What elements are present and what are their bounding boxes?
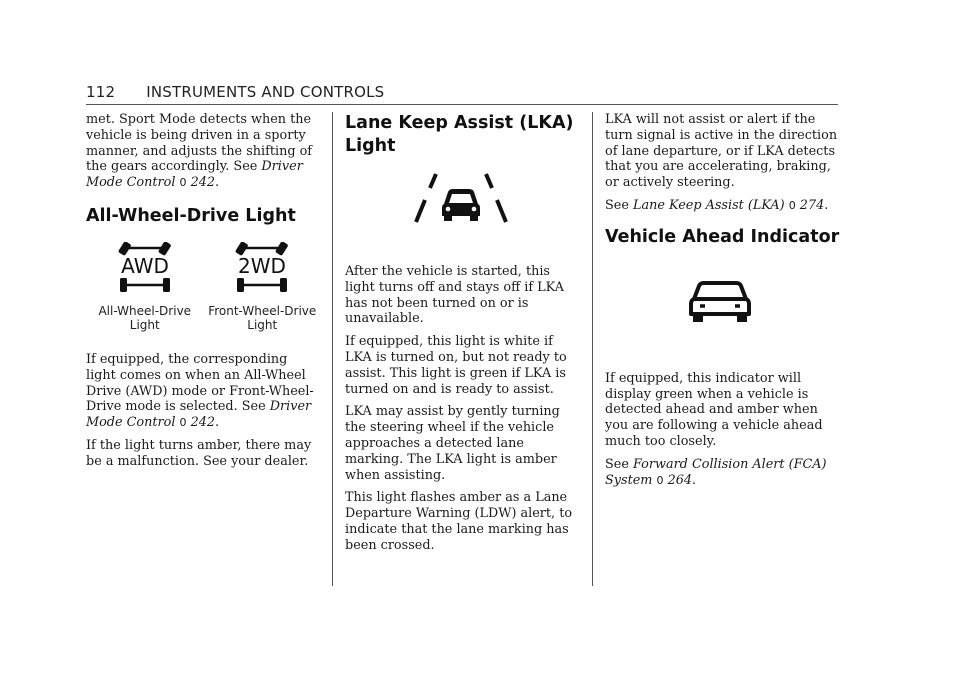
awd-icon-text: AWD bbox=[120, 253, 169, 278]
column-3 bbox=[605, 112, 840, 495]
lka-paragraph-4: This light flashes amber as a Lane Departure Warning (LDW) alert, to indicate that the lane marking has been crossed. bbox=[345, 490, 573, 553]
lka-link[interactable]: Lane Keep Assist (LKA) bbox=[632, 197, 785, 213]
intro-paragraph: met. Sport Mode detects when the vehicle is being driven in a sporty manner, and adjusts the shifting of the gears accordingly. See Driver Mode Control 0 242. bbox=[86, 112, 313, 191]
lka-paragraph-3: LKA may assist by gently turning the steering wheel if the vehicle approaches a detected lane marking. The LKA light is amber when assisting. bbox=[345, 404, 560, 483]
column-divider-2 bbox=[592, 112, 593, 586]
drive-indicators bbox=[86, 242, 321, 332]
lka-paragraph-2: If equipped, this light is white if LKA is turned on, but not ready to assist. This light is green if LKA is turned on and is ready to assist. bbox=[345, 334, 567, 397]
awd-paragraph: If equipped, the corresponding light comes on when an All-Wheel Drive (AWD) mode or Front-Wheel-Drive mode is selected. See Driver Mode Control 0 242. bbox=[86, 351, 314, 431]
fca-link[interactable]: Forward Collision Alert (FCA) System bbox=[605, 456, 827, 488]
column-2 bbox=[345, 112, 580, 561]
page-ref-number[interactable]: 242 bbox=[190, 175, 216, 191]
awd-heading: All-Wheel-Drive Light bbox=[86, 205, 296, 226]
fwd-caption: Front-Wheel-Drive Light bbox=[208, 303, 317, 332]
lka-heading: Lane Keep Assist (LKA) Light bbox=[345, 113, 574, 156]
lka-paragraph-1: After the vehicle is started, this light turns off and stays off if LKA has not been turned on or is unavailable. bbox=[345, 264, 564, 327]
header-rule bbox=[86, 104, 838, 105]
vehicle-ahead-paragraph: If equipped, this indicator will display green when a vehicle is detected ahead and amber when you are following a vehicle ahead much too closely. bbox=[605, 370, 823, 449]
fca-see-paragraph: See Forward Collision Alert (FCA) System 0 264. bbox=[605, 456, 827, 488]
lka-limits-paragraph: LKA will not assist or alert if the turn signal is active in the direction of lane departure, or if LKA detects that you are accelerating, braking, or actively steering. bbox=[605, 112, 838, 191]
page-ref-arrow: 0 bbox=[179, 176, 187, 190]
driver-mode-control-link-2[interactable]: Driver Mode Control bbox=[86, 399, 312, 431]
page-number: 112 bbox=[86, 83, 116, 101]
vehicle-ahead-heading: Vehicle Ahead Indicator bbox=[605, 226, 840, 247]
malfunction-paragraph: If the light turns amber, there may be a malfunction. See your dealer. bbox=[86, 437, 312, 469]
page-ref-arrow-3: 0 bbox=[788, 198, 796, 212]
page-ref-number-2[interactable]: 242 bbox=[190, 415, 216, 431]
awd-indicator bbox=[86, 242, 204, 332]
vehicle-ahead-icon-wrap bbox=[605, 281, 840, 327]
column-1 bbox=[86, 112, 321, 477]
page-ref-arrow-4: 0 bbox=[656, 473, 664, 487]
page-ref-arrow-2: 0 bbox=[179, 416, 187, 430]
column-divider-1 bbox=[332, 112, 333, 586]
driver-mode-control-link[interactable]: Driver Mode Control bbox=[86, 159, 303, 191]
awd-caption: All-Wheel-Drive Light bbox=[98, 303, 192, 332]
vehicle-ahead-icon bbox=[688, 281, 752, 323]
lka-light-icon bbox=[406, 172, 516, 238]
lka-see-paragraph: See Lane Keep Assist (LKA) 0 274. bbox=[605, 197, 829, 213]
page-ref-number-4[interactable]: 264 bbox=[667, 472, 693, 488]
lka-icon-wrap bbox=[345, 172, 580, 242]
fwd-icon-text: 2WD bbox=[238, 253, 287, 278]
page-ref-number-3[interactable]: 274 bbox=[799, 197, 825, 213]
page-header bbox=[86, 83, 384, 101]
awd-light-icon bbox=[115, 242, 175, 294]
fwd-light-icon bbox=[232, 242, 292, 294]
fwd-indicator bbox=[204, 242, 322, 332]
section-title: INSTRUMENTS AND CONTROLS bbox=[146, 83, 385, 101]
